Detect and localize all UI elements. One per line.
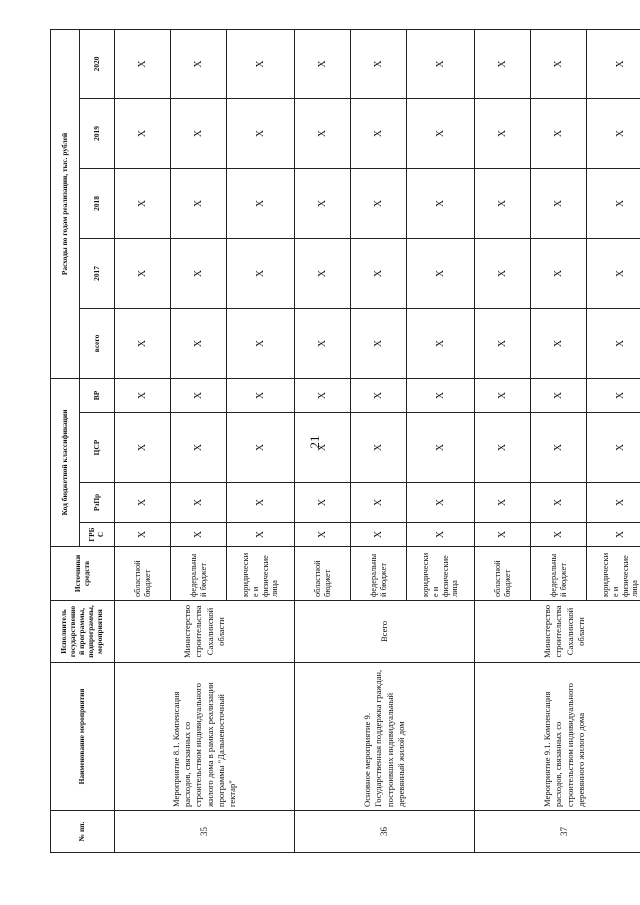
header-executor: Исполнитель государственной программы, подпрограммы, мероприятия [51,601,115,663]
x-mark: Х [351,308,407,378]
header-name: Наименование мероприятия [51,663,115,811]
x-mark: Х [531,168,587,238]
x-mark: Х [351,168,407,238]
x-mark: Х [587,238,640,308]
page-number: 21 [307,435,322,449]
x-mark: Х [171,378,227,412]
table-row [295,29,351,852]
x-mark: Х [115,483,171,523]
header-expenses: Расходы по годам реализации, тыс. рублей [51,29,80,378]
header-2019: 2019 [80,98,115,168]
header-vr: ВР [80,378,115,412]
header-2018: 2018 [80,168,115,238]
x-mark: Х [407,308,475,378]
x-mark: Х [407,523,475,547]
x-mark: Х [475,308,531,378]
x-mark: Х [587,413,640,483]
funding-source: областной бюджет [295,547,351,601]
x-mark: Х [587,483,640,523]
x-mark: Х [227,238,295,308]
x-mark: Х [295,308,351,378]
x-mark: Х [475,238,531,308]
x-mark: Х [227,413,295,483]
x-mark: Х [475,98,531,168]
x-mark: Х [295,168,351,238]
x-mark: Х [227,29,295,98]
x-mark: Х [295,98,351,168]
funding-source: федеральный бюджет [351,547,407,601]
x-mark: Х [115,238,171,308]
x-mark: Х [407,483,475,523]
funding-source: областной бюджет [115,547,171,601]
x-mark: Х [407,168,475,238]
x-mark: Х [295,483,351,523]
x-mark: Х [171,308,227,378]
x-mark: Х [295,238,351,308]
x-mark: Х [531,98,587,168]
x-mark: Х [115,98,171,168]
x-mark: Х [295,29,351,98]
funding-source: юридические и физические лица [407,547,475,601]
x-mark: Х [115,413,171,483]
x-mark: Х [351,413,407,483]
funding-source: юридические и физические лица [227,547,295,601]
header-total: всего [80,308,115,378]
executor: Всего [295,601,475,663]
header-csr: ЦСР [80,413,115,483]
x-mark: Х [475,168,531,238]
x-mark: Х [171,168,227,238]
x-mark: Х [115,29,171,98]
header-2020: 2020 [80,29,115,98]
funding-source: федеральный бюджет [531,547,587,601]
x-mark: Х [587,98,640,168]
x-mark: Х [587,523,640,547]
header-source: Источники средств [51,547,115,601]
x-mark: Х [351,29,407,98]
budget-table [50,29,640,853]
x-mark: Х [115,168,171,238]
x-mark: Х [171,483,227,523]
x-mark: Х [351,378,407,412]
x-mark: Х [531,29,587,98]
x-mark: Х [475,483,531,523]
row-number: 35 [115,811,295,853]
x-mark: Х [295,378,351,412]
x-mark: Х [351,523,407,547]
header-budget-code: Код бюджетной классификации [51,378,80,546]
x-mark: Х [295,413,351,483]
x-mark: Х [227,523,295,547]
x-mark: Х [407,98,475,168]
x-mark: Х [531,523,587,547]
x-mark: Х [171,238,227,308]
activity-name: Мероприятие 9.1. Компенсация расходов, связанных со строительством индивидуального деревянного жилого дома [475,663,640,811]
x-mark: Х [475,378,531,412]
header-row-top [51,29,80,852]
header-rzpr: РзПр [80,483,115,523]
x-mark: Х [351,238,407,308]
x-mark: Х [171,523,227,547]
x-mark: Х [475,523,531,547]
x-mark: Х [587,168,640,238]
x-mark: Х [171,413,227,483]
x-mark: Х [227,483,295,523]
x-mark: Х [531,378,587,412]
rotated-table-wrapper [50,30,640,853]
header-2017: 2017 [80,238,115,308]
row-number: 37 [475,811,640,853]
x-mark: Х [407,29,475,98]
funding-source: федеральный бюджет [171,547,227,601]
x-mark: Х [407,378,475,412]
x-mark: Х [407,413,475,483]
x-mark: Х [171,29,227,98]
activity-name: Основное мероприятие 9. Государственная поддержка граждан, построивших индивидуальный деревянный жилой дом [295,663,475,811]
x-mark: Х [351,98,407,168]
x-mark: Х [227,308,295,378]
x-mark: Х [115,308,171,378]
x-mark: Х [115,523,171,547]
x-mark: Х [475,413,531,483]
x-mark: Х [531,308,587,378]
funding-source: юридические и физические лица [587,547,640,601]
x-mark: Х [407,238,475,308]
x-mark: Х [531,413,587,483]
x-mark: Х [171,98,227,168]
x-mark: Х [295,523,351,547]
x-mark: Х [475,29,531,98]
x-mark: Х [587,29,640,98]
x-mark: Х [587,378,640,412]
x-mark: Х [351,483,407,523]
table-body [115,29,640,852]
x-mark: Х [227,378,295,412]
x-mark: Х [227,168,295,238]
executor: Министерство строительства Сахалинской области [475,601,640,663]
table-row [115,29,171,852]
x-mark: Х [587,308,640,378]
header-num: № пп. [51,811,115,853]
x-mark: Х [227,98,295,168]
x-mark: Х [115,378,171,412]
x-mark: Х [531,483,587,523]
header-grbs: ГРБС [80,523,115,547]
row-number: 36 [295,811,475,853]
table-row [475,29,531,852]
funding-source: областной бюджет [475,547,531,601]
activity-name: Мероприятие 8.1. Компенсация расходов, связанных со строительством индивидуального жилого дома в рамках реализации программы "Дальневосточный гектар" [115,663,295,811]
executor: Министерство строительства Сахалинской области [115,601,295,663]
x-mark: Х [531,238,587,308]
